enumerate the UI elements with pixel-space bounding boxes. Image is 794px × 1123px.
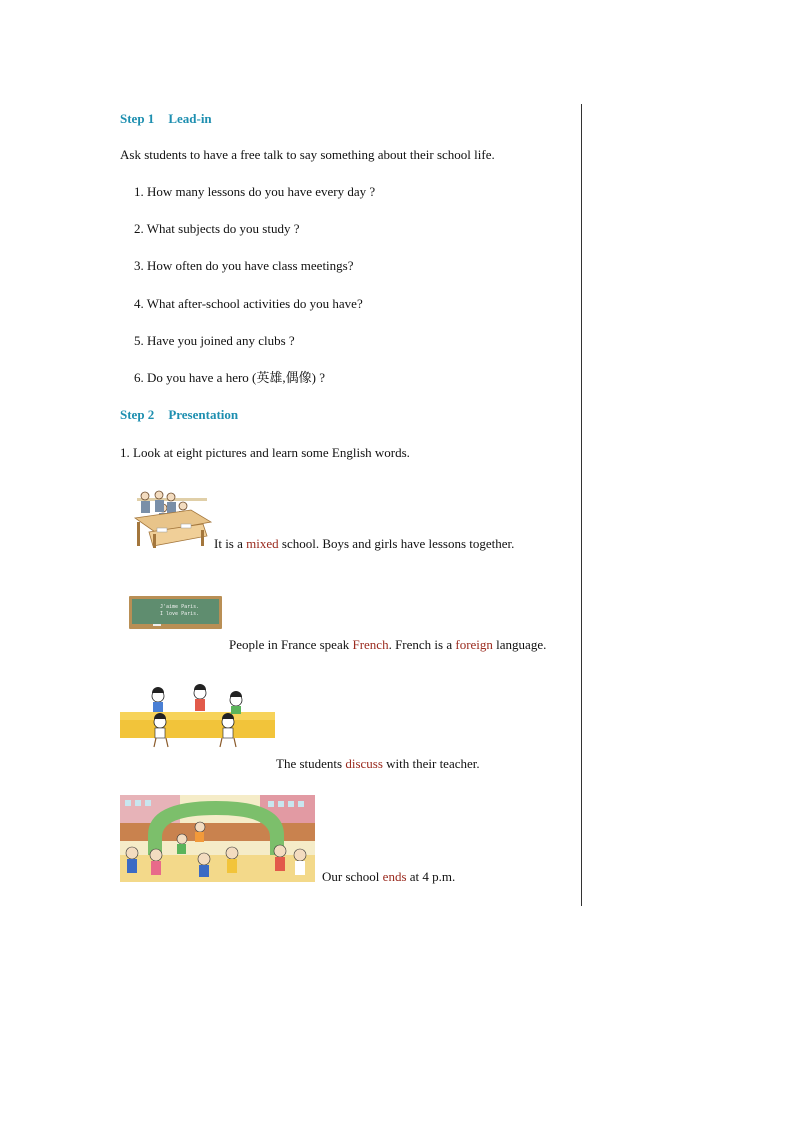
chalkboard-picture [129,596,222,629]
intro-text: Ask students to have a free talk to say something about their school life. [120,147,495,162]
sentence-discuss [276,756,480,772]
vocab-mixed: mixed [246,536,279,551]
question-4: 4. What after-school activities do you have? [134,296,363,311]
discussion-picture [120,684,275,748]
question-5: 5. Have you joined any clubs ? [134,333,295,348]
step1-title: Lead-in [168,111,212,126]
step2-title: Presentation [168,407,239,422]
step2-label: Step 2 [120,407,155,422]
question-1: 1. How many lessons do you have every day ? [134,184,376,199]
vocab-discuss: discuss [345,756,383,771]
sentence-french-mid: . French is a [388,637,456,652]
sentence-french-pre: People in France speak [229,637,353,652]
classroom-picture [131,488,213,550]
sentence-mixed [214,536,514,552]
sentence-french-post: language. [492,637,547,652]
sentence-mixed-post: school. Boys and girls have lessons together. [278,536,515,551]
sentence-french [229,637,546,653]
sentence-discuss-post: with their teacher. [382,756,480,771]
sentence-mixed-pre: It is a [214,536,247,551]
question-6: 6. Do you have a hero (英雄,偶像) ? [134,370,325,385]
task-text: 1. Look at eight pictures and learn some English words. [120,445,410,460]
sentence-ends-post: at 4 p.m. [406,869,456,884]
chalk-icon [153,624,161,626]
sentence-ends [322,869,455,885]
sentence-ends-pre: Our school [322,869,383,884]
chalkboard-line-2: I love Paris. [160,611,200,617]
step1-label: Step 1 [120,111,155,126]
question-3: 3. How often do you have class meetings? [134,258,354,273]
vocab-foreign: foreign [455,637,493,652]
margin-rule [581,104,582,906]
sentence-discuss-pre: The students [276,756,346,771]
vocab-french: French [352,637,389,652]
chalkboard-surface [132,599,219,624]
chalkboard-line-1: J'aime Paris. [160,604,200,610]
vocab-ends: ends [382,869,407,884]
chalkboard-text [160,604,199,618]
step2-heading [120,407,238,423]
step1-heading [120,111,212,127]
school-gate-picture [120,795,315,882]
question-2: 2. What subjects do you study ? [134,221,300,236]
